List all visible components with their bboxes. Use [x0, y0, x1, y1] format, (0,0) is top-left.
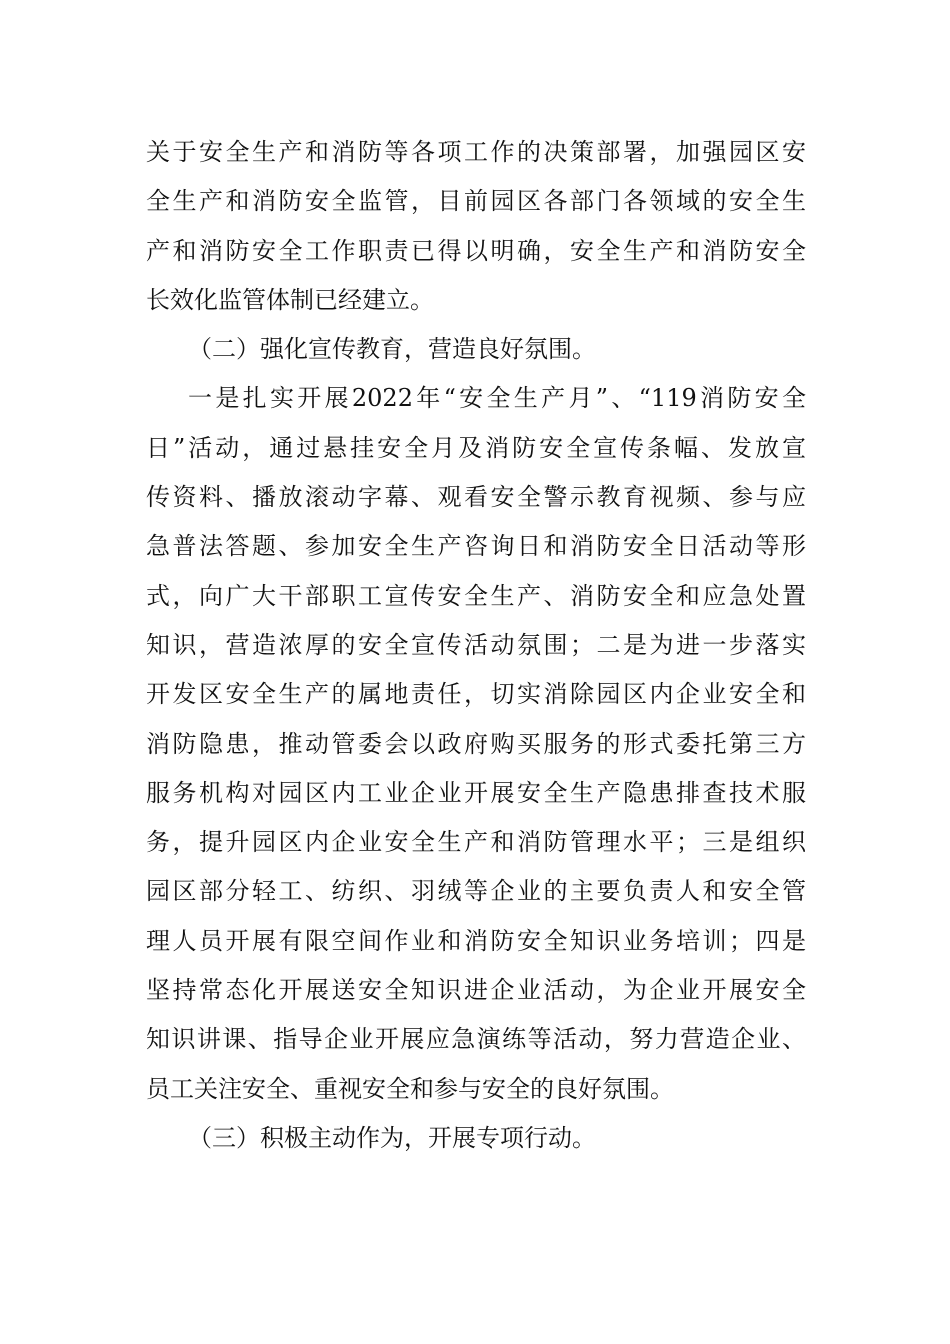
paragraph-line: 日”活动，通过悬挂安全月及消防安全宣传条幅、发放宣 — [146, 433, 806, 462]
paragraph-line: 坚持常态化开展送安全知识进企业活动，为企业开展安全 — [146, 976, 806, 1005]
paragraph-line: 长效化监管体制已经建立。 — [146, 285, 434, 314]
paragraph-line: 一是扎实开展2022年“安全生产月”、“119消防安全 — [188, 384, 806, 413]
paragraph-line: 园区部分轻工、纺织、羽绒等企业的主要负责人和安全管 — [146, 877, 806, 906]
document-body — [146, 128, 806, 1163]
paragraph-line: 传资料、播放滚动字幕、观看安全警示教育视频、参与应 — [146, 483, 806, 512]
paragraph-line: 务，提升园区内企业安全生产和消防管理水平；三是组织 — [146, 828, 806, 857]
paragraph-line: 全生产和消防安全监管，目前园区各部门各领域的安全生 — [146, 187, 806, 216]
paragraph-line: 理人员开展有限空间作业和消防安全知识业务培训；四是 — [146, 926, 806, 955]
paragraph-line: 式，向广大干部职工宣传安全生产、消防安全和应急处置 — [146, 581, 806, 610]
paragraph-line: 服务机构对园区内工业企业开展安全生产隐患排查技术服 — [146, 778, 806, 807]
paragraph-line: 知识，营造浓厚的安全宣传活动氛围；二是为进一步落实 — [146, 630, 806, 659]
section-heading: （三）积极主动作为，开展专项行动。 — [188, 1123, 596, 1152]
paragraph-line: 产和消防安全工作职责已得以明确，安全生产和消防安全 — [146, 236, 806, 265]
paragraph-line: 急普法答题、参加安全生产咨询日和消防安全日活动等形 — [146, 532, 806, 561]
paragraph-line: 消防隐患，推动管委会以政府购买服务的形式委托第三方 — [146, 729, 806, 758]
section-heading: （二）强化宣传教育，营造良好氛围。 — [188, 335, 596, 364]
paragraph-line: 员工关注安全、重视安全和参与安全的良好氛围。 — [146, 1074, 674, 1103]
paragraph-line: 关于安全生产和消防等各项工作的决策部署，加强园区安 — [146, 138, 806, 166]
paragraph-line: 知识讲课、指导企业开展应急演练等活动，努力营造企业、 — [146, 1025, 806, 1054]
paragraph-line: 开发区安全生产的属地责任，切实消除园区内企业安全和 — [146, 680, 806, 709]
